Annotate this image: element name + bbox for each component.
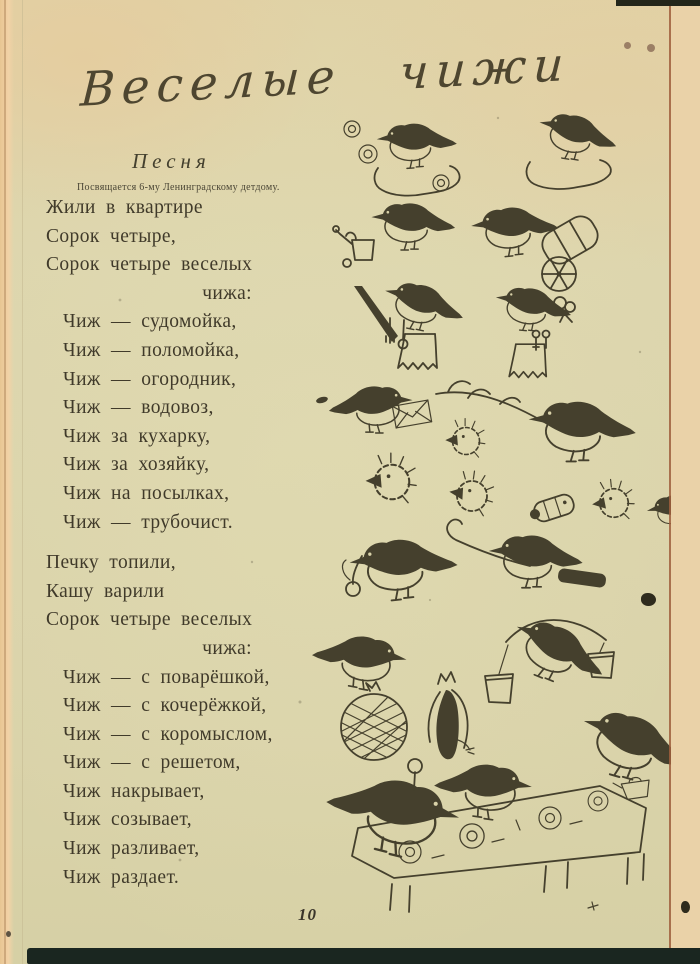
ladle-icon: [408, 759, 422, 773]
poem-line: Чиж — с кочерёжкой,: [63, 695, 267, 717]
binding-crease-line: [4, 0, 6, 964]
poem-line: Чиж — поломойка,: [63, 339, 240, 361]
bird-on-crust: [527, 110, 621, 189]
poem-line: Кашу варили: [46, 580, 165, 602]
table-scene: [318, 703, 697, 912]
top-scan-band: [616, 0, 700, 6]
binding-dot: [647, 44, 655, 52]
right-page-margin: [671, 0, 700, 964]
keys-icon: [533, 331, 550, 351]
bird-with-letter: [329, 386, 432, 433]
poem-line: Чиж — огородник,: [63, 368, 237, 390]
bird-with-sieve: [308, 628, 426, 775]
poem-line: Чиж за хозяйку,: [63, 454, 210, 476]
poem-line: Сорок четыре веселых: [46, 254, 253, 276]
bottom-scan-band: [27, 948, 700, 964]
bird-with-barrel-cart: [470, 203, 603, 291]
bird-with-pipe: [343, 534, 461, 604]
bird-with-watering-can: [333, 203, 455, 267]
title-word-2: чижи: [398, 36, 572, 102]
poem-line: Чиж на посылках,: [63, 482, 230, 504]
stanza-1: [46, 194, 316, 537]
binding-edge-band: [0, 0, 14, 964]
ink-blot: [641, 593, 656, 606]
poem-line-hanging: чижа:: [202, 637, 252, 659]
bird-with-yoke-buckets: [485, 612, 614, 703]
large-siskin: [529, 402, 636, 462]
page-edge-line: [669, 6, 671, 954]
poem-line: Чиж разливает,: [63, 838, 200, 860]
bucket-icon: [485, 674, 513, 703]
dedication-line: Посвящается 6-му Ленинградскому детдому.: [77, 182, 280, 193]
binding-dot: [624, 42, 631, 49]
binding-dot: [6, 931, 11, 937]
poem-line: Чиж созывает,: [63, 809, 193, 831]
poem-line: Чиж — судомойка,: [63, 311, 237, 333]
poem-line: Чиж — с коромыслом,: [63, 723, 273, 745]
poem-line: Печку топили,: [46, 552, 177, 574]
stanza-2: [46, 549, 316, 892]
title-word-1: Веселые: [78, 48, 343, 118]
page-number: 10: [298, 905, 317, 924]
poem-line: Чиж — с решетом,: [63, 752, 241, 774]
poem-heading: Песня: [132, 149, 211, 173]
bird-from-behind: [428, 672, 474, 759]
poem-line-hanging: чижа:: [202, 282, 252, 304]
fluffy-chicks: [366, 419, 636, 523]
poem-line: Чиж накрывает,: [63, 780, 205, 802]
poem-line: Чиж — водовоз,: [63, 397, 214, 419]
swaddled-chick: [527, 492, 576, 525]
poem-line: Жили в квартире: [46, 197, 203, 218]
poem-line: Чиж — с поварёшкой,: [63, 666, 270, 688]
knife-icon: [354, 286, 398, 342]
poem-line: Сорок четыре,: [46, 225, 177, 247]
poem-line: Чиж — трубочист.: [63, 511, 233, 533]
twig-sketch: [436, 381, 544, 422]
bird-with-bread-rings: [344, 121, 460, 196]
siskin-housekeeper: [493, 285, 575, 378]
ink-blot: [681, 901, 690, 913]
log-icon: [557, 568, 606, 589]
poem-line: Сорок четыре веселых: [46, 609, 253, 631]
page-fold-line: [22, 0, 23, 964]
siskin-dishwasher: [354, 278, 468, 369]
poem-line: Чиж раздает.: [63, 866, 180, 888]
poem-line: Чиж за кухарку,: [63, 425, 211, 447]
bird-with-poker: [447, 520, 607, 589]
bird-serving: [318, 764, 465, 868]
poem-text: [46, 194, 316, 892]
